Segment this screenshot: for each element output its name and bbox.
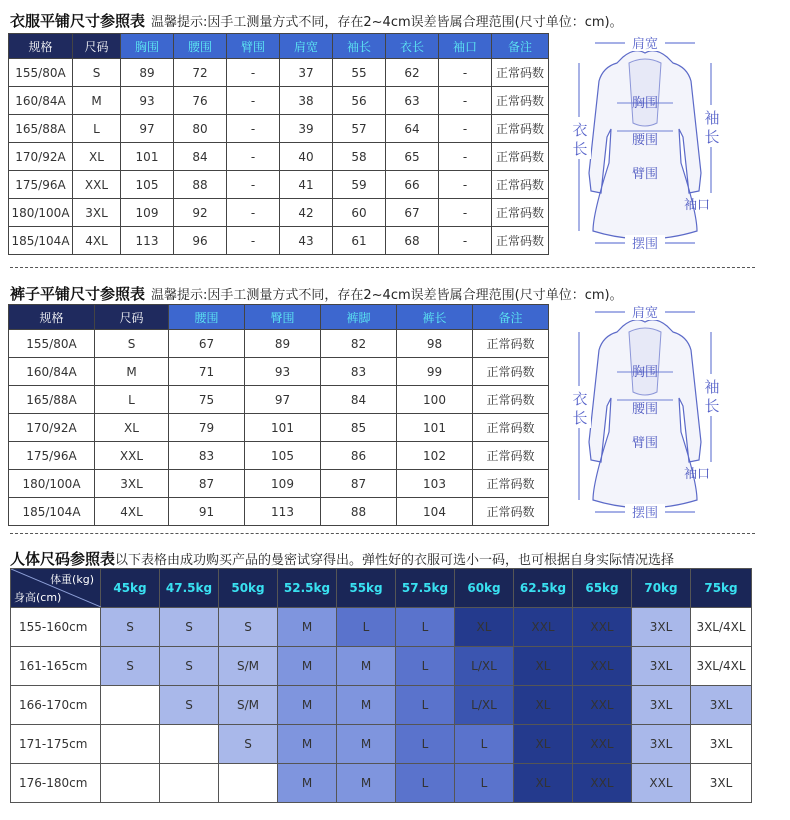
top-header-cell: 备注 [492,34,549,59]
pants-fig-cuff-label: 袖口 [683,467,711,482]
size-cell: S [160,647,219,686]
size-cell: L [455,725,514,764]
top-table-row [9,143,549,171]
top-section-title [10,10,623,31]
pants-table-cell: 93 [245,358,321,386]
pants-table-cell: 160/84A [9,358,95,386]
size-cell: M [278,764,337,803]
size-cell: S [101,608,160,647]
top-fig-sleeve-char2: 长 [704,128,720,146]
top-table-cell: - [227,59,280,87]
top-table-cell: 175/96A [9,171,73,199]
top-fig-shoulder-label: 肩宽 [631,37,659,52]
top-fig-length-char1: 衣 [572,121,588,139]
pants-table-cell: 101 [397,414,473,442]
pants-fig-length-char1: 衣 [572,390,588,408]
pants-table-cell: L [95,386,169,414]
top-table-cell: - [227,227,280,255]
size-cell: XXL [514,608,573,647]
pants-table-cell: 正常码数 [473,470,549,498]
pants-table-cell: 83 [169,442,245,470]
pants-table-cell: 170/92A [9,414,95,442]
size-cell: XL [514,686,573,725]
pants-table-cell: 82 [321,330,397,358]
height-axis-label: 身高(cm) [14,591,62,604]
top-table-cell: 93 [121,87,174,115]
top-table-cell: - [439,87,492,115]
height-row-label: 155-160cm [11,608,101,647]
middle-note: 温馨提示:因手工测量方式不同，存在2~4cm误差皆属合理范围(尺寸单位：cm)。 [151,288,623,303]
top-table-cell: 72 [174,59,227,87]
pants-header-cell: 腰围 [169,305,245,330]
size-cell [101,686,160,725]
top-table-cell: 65 [386,143,439,171]
top-table-cell: 105 [121,171,174,199]
top-table-cell: 4XL [73,227,121,255]
pants-table-row [9,414,549,442]
size-cell: 3XL/4XL [691,647,752,686]
body-table-row [11,725,752,764]
size-cell: L/XL [455,647,514,686]
size-cell: M [337,686,396,725]
top-table-cell: - [439,227,492,255]
weight-header-cell: 65kg [573,569,632,608]
size-cell: XXL [573,608,632,647]
weight-header-cell: 60kg [455,569,514,608]
top-fig-cuff-label: 袖口 [683,198,711,213]
top-table-cell: 39 [280,115,333,143]
body-table-row [11,686,752,725]
size-cell: 3XL [632,647,691,686]
pants-fig-bodice [629,328,661,395]
top-table-cell: S [73,59,121,87]
top-table-cell: 正常码数 [492,87,549,115]
top-table-cell: 180/100A [9,199,73,227]
size-cell: L [396,764,455,803]
size-cell: S [160,686,219,725]
top-table-cell: 正常码数 [492,227,549,255]
top-table-cell: 155/80A [9,59,73,87]
pants-fig-waist-label: 腰围 [631,402,659,417]
top-fig-chest-label: 胸围 [631,96,659,111]
pants-fig-sleeve-char2: 长 [704,397,720,415]
size-cell: M [278,686,337,725]
top-title: 衣服平铺尺寸参照表 [10,12,146,30]
size-cell: M [278,647,337,686]
pants-table-cell: 86 [321,442,397,470]
top-header-cell: 胸围 [121,34,174,59]
top-fig-sleeve-char1: 袖 [704,109,720,127]
top-table-cell: - [439,199,492,227]
height-row-label: 176-180cm [11,764,101,803]
size-cell: 3XL [632,686,691,725]
pants-fig-shoulder-label: 肩宽 [631,306,659,321]
pants-table-cell: 75 [169,386,245,414]
pants-table-cell: 3XL [95,470,169,498]
pants-fig-length-char2: 长 [572,409,588,427]
pants-table-cell: 85 [321,414,397,442]
top-note: 温馨提示:因手工测量方式不同，存在2~4cm误差皆属合理范围(尺寸单位：cm)。 [151,15,623,30]
size-cell: 3XL [691,725,752,764]
top-table-cell: 67 [386,199,439,227]
pants-table-cell: 87 [169,470,245,498]
middle-section-title [10,283,623,304]
size-cell: M [278,725,337,764]
pants-table-cell: 87 [321,470,397,498]
top-table-cell: - [227,115,280,143]
weight-header-cell: 47.5kg [160,569,219,608]
weight-header-cell: 62.5kg [514,569,573,608]
top-table-cell: 63 [386,87,439,115]
pants-table-row [9,442,549,470]
top-table-cell: - [227,87,280,115]
pants-table-cell: 正常码数 [473,498,549,526]
pants-table-cell: 101 [245,414,321,442]
size-cell [160,725,219,764]
top-fig-bodice [629,59,661,126]
pants-table-cell: 103 [397,470,473,498]
pants-table-cell: S [95,330,169,358]
pants-table-cell: 71 [169,358,245,386]
height-row-label: 161-165cm [11,647,101,686]
size-cell: L [396,608,455,647]
size-cell [101,764,160,803]
top-table-cell: L [73,115,121,143]
top-fig-waist-label: 腰围 [631,133,659,148]
pants-fig-chest-label: 胸围 [631,365,659,380]
size-cell: L [396,686,455,725]
top-table-cell: 正常码数 [492,115,549,143]
top-fig-length-char2: 长 [572,140,588,158]
top-fig-hem-label: 摆围 [631,237,659,252]
top-table-cell: 92 [174,199,227,227]
weight-header-cell: 52.5kg [278,569,337,608]
top-fig-arm-label: 臂围 [631,167,659,182]
pants-table-cell: 67 [169,330,245,358]
top-table-cell: 185/104A [9,227,73,255]
size-cell: 3XL/4XL [691,608,752,647]
size-cell: XL [455,608,514,647]
header-corner [11,569,101,608]
pants-table-cell: 正常码数 [473,358,549,386]
weight-header-cell: 50kg [219,569,278,608]
size-cell: M [337,725,396,764]
pants-table-cell: 99 [397,358,473,386]
top-table-cell: 84 [174,143,227,171]
size-cell: 3XL [632,608,691,647]
top-table-cell: - [227,171,280,199]
body-table-row [11,608,752,647]
size-cell: XL [514,764,573,803]
top-table-cell: 170/92A [9,143,73,171]
size-cell [219,764,278,803]
size-cell: S [101,647,160,686]
size-cell: M [278,608,337,647]
top-table-cell: - [439,115,492,143]
top-table-cell: 66 [386,171,439,199]
size-cell: XXL [573,686,632,725]
pants-table-cell: 83 [321,358,397,386]
top-table-cell: 109 [121,199,174,227]
pants-table-cell: 109 [245,470,321,498]
top-table-cell: 60 [333,199,386,227]
pants-table-cell: 105 [245,442,321,470]
top-table-row [9,227,549,255]
pants-table-cell: 97 [245,386,321,414]
size-cell [101,725,160,764]
top-table-cell: - [227,143,280,171]
pants-table-cell: 98 [397,330,473,358]
section-divider [10,267,755,268]
pants-header-cell: 备注 [473,305,549,330]
pants-table-cell: 91 [169,498,245,526]
size-cell: L [396,725,455,764]
pants-table-cell: XL [95,414,169,442]
body-size-table [10,568,752,803]
top-table-cell: 3XL [73,199,121,227]
top-table-cell: 62 [386,59,439,87]
top-header-cell: 衣长 [386,34,439,59]
top-table-cell: 正常码数 [492,171,549,199]
top-table-cell: 101 [121,143,174,171]
top-table-cell: 80 [174,115,227,143]
pants-table-cell: 89 [245,330,321,358]
pants-header-cell: 臀围 [245,305,321,330]
top-table-cell: 89 [121,59,174,87]
size-cell: XXL [573,764,632,803]
pants-table-cell: 185/104A [9,498,95,526]
size-cell: S/M [219,647,278,686]
body-section-title [10,548,674,569]
top-table-cell: 38 [280,87,333,115]
pants-table-cell: 180/100A [9,470,95,498]
top-size-table [8,33,549,255]
height-row-label: 166-170cm [11,686,101,725]
top-table-cell: 76 [174,87,227,115]
top-table-row [9,171,549,199]
weight-header-cell: 45kg [101,569,160,608]
top-table-cell: 113 [121,227,174,255]
pants-table-row [9,386,549,414]
pants-table-row [9,470,549,498]
pants-table-cell: 113 [245,498,321,526]
size-cell: L [455,764,514,803]
size-cell: 3XL [691,686,752,725]
pants-table-row [9,358,549,386]
top-table-cell: 41 [280,171,333,199]
weight-axis-label: 体重(kg) [50,573,94,586]
top-table-cell: - [227,199,280,227]
top-table-cell: - [439,143,492,171]
top-table-cell: - [439,59,492,87]
size-cell: 3XL [691,764,752,803]
pants-table-cell: 84 [321,386,397,414]
size-cell: S/M [219,686,278,725]
middle-title: 裤子平铺尺寸参照表 [10,285,146,303]
body-table-row [11,764,752,803]
weight-header-cell: 55kg [337,569,396,608]
size-cell: L [396,647,455,686]
pants-table-cell: 正常码数 [473,386,549,414]
pants-table-cell: 100 [397,386,473,414]
top-table-cell: 55 [333,59,386,87]
pants-header-cell: 裤脚 [321,305,397,330]
top-table-cell: - [439,171,492,199]
body-table-row [11,647,752,686]
top-header-cell: 规格 [9,34,73,59]
top-table-cell: 43 [280,227,333,255]
top-table-row [9,59,549,87]
top-table-cell: 68 [386,227,439,255]
pants-fig-arm-label: 臂围 [631,436,659,451]
weight-header-cell: 70kg [632,569,691,608]
weight-header-cell: 75kg [691,569,752,608]
top-table-cell: 59 [333,171,386,199]
top-header-cell: 袖长 [333,34,386,59]
pants-size-table [8,304,549,526]
size-cell: M [337,647,396,686]
pants-header-cell: 规格 [9,305,95,330]
top-header-cell: 袖口 [439,34,492,59]
section-divider-2 [10,533,755,534]
pants-table-cell: 155/80A [9,330,95,358]
top-table-row [9,87,549,115]
top-table-cell: 正常码数 [492,59,549,87]
top-table-cell: 160/84A [9,87,73,115]
top-table-cell: 165/88A [9,115,73,143]
size-cell: 3XL [632,725,691,764]
top-header-cell: 臂围 [227,34,280,59]
size-cell: L/XL [455,686,514,725]
pants-fig-hem-label: 摆围 [631,506,659,521]
pants-table-cell: 正常码数 [473,442,549,470]
top-table-cell: 61 [333,227,386,255]
pants-table-cell: 102 [397,442,473,470]
size-cell: XXL [632,764,691,803]
size-cell: S [160,608,219,647]
top-table-cell: XL [73,143,121,171]
pants-table-cell: 79 [169,414,245,442]
pants-table-cell: 正常码数 [473,414,549,442]
top-table-cell: 96 [174,227,227,255]
top-header-cell: 尺码 [73,34,121,59]
pants-table-cell: 104 [397,498,473,526]
size-cell: XXL [573,647,632,686]
top-table-cell: 97 [121,115,174,143]
pants-table-cell: M [95,358,169,386]
top-table-cell: 37 [280,59,333,87]
size-cell: XXL [573,725,632,764]
weight-header-cell: 57.5kg [396,569,455,608]
body-note: 以下表格由成功购买产品的曼密试穿得出。弹性好的衣服可选小一码，也可根据自身实际情况选择 [115,553,675,568]
top-table-cell: 64 [386,115,439,143]
top-table-cell: 57 [333,115,386,143]
top-table-cell: 正常码数 [492,199,549,227]
pants-header-cell: 尺码 [95,305,169,330]
pants-table-row [9,498,549,526]
top-header-cell: 腰围 [174,34,227,59]
body-title: 人体尺码参照表 [10,550,116,568]
top-table-cell: M [73,87,121,115]
size-cell: S [219,725,278,764]
size-cell: XL [514,725,573,764]
pants-table-cell: 4XL [95,498,169,526]
size-cell: S [219,608,278,647]
size-cell: XL [514,647,573,686]
top-table-row [9,199,549,227]
pants-table-row [9,330,549,358]
top-table-cell: 58 [333,143,386,171]
height-row-label: 171-175cm [11,725,101,764]
top-table-cell: XXL [73,171,121,199]
pants-table-cell: 165/88A [9,386,95,414]
top-table-row [9,115,549,143]
pants-table-cell: 正常码数 [473,330,549,358]
size-cell: M [337,764,396,803]
top-garment-diagram [565,33,725,255]
pants-garment-diagram [565,302,725,524]
top-table-cell: 42 [280,199,333,227]
pants-fig-sleeve-char1: 袖 [704,378,720,396]
top-table-cell: 56 [333,87,386,115]
top-table-cell: 40 [280,143,333,171]
size-cell [160,764,219,803]
top-header-cell: 肩宽 [280,34,333,59]
size-cell: L [337,608,396,647]
top-table-cell: 88 [174,171,227,199]
pants-table-cell: 175/96A [9,442,95,470]
pants-header-cell: 裤长 [397,305,473,330]
pants-table-cell: 88 [321,498,397,526]
pants-table-cell: XXL [95,442,169,470]
top-table-cell: 正常码数 [492,143,549,171]
